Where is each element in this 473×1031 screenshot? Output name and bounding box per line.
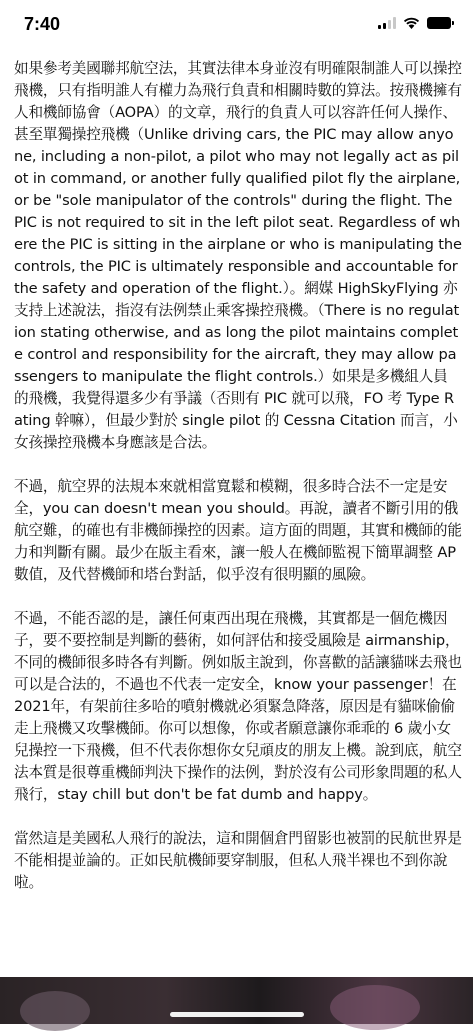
- status-bar: [0, 0, 473, 52]
- article-paragraph-3: 不過，不能否認的是，讓任何東西出現在飛機，其實都是一個危機因子，要不要控制是判斷的藝術，如何評估和接受風險是 airmanship，不同的機師很多時各有判斷。例如版主說到，你喜歡的話讓貓咪去飛也可以是合法的，不過也不代表一定安全，know your passenger！在 2021年，有架前往多哈的噴射機就必須緊急降落，原因是有貓咪偷偷走上飛機又攻擊機師。你可以想像，你或者願意讓你乖乖的 6 歲小女兒操控一下飛機，但不代表你想你女兒頑皮的朋友上機。說到底，航空法本質是很尊重機師判決下操作的法例，對於沒有公司形象問題的私人飛行，stay chill but don't be fat dumb and happy。: [14, 610, 462, 803]
- status-time: 7:40: [24, 14, 61, 34]
- home-indicator[interactable]: [170, 1012, 304, 1017]
- article-paragraph-2: 不過，航空界的法規本來就相當寬鬆和模糊，很多時合法不一定是安全，you can doesn't mean you should。再說，讀者不斷引用的俄航空難，的確也有非機師操控的因素。這方面的問題，其實和機師的能力和判斷有關。最少在版主看來，讓一般人在機師監視下簡單調整 AP 數值，及代替機師和塔台對話，似乎沒有很明顯的風險。: [14, 478, 462, 583]
- article-paragraph-4: 當然這是美國私人飛行的說法，這和開個倉門留影也被罰的民航世界是不能相提並論的。正如民航機師要穿制服，但私人飛半裸也不到你說啦。: [14, 830, 462, 891]
- wifi-icon: [403, 17, 420, 29]
- signal-icon: [378, 17, 396, 29]
- battery-icon: [427, 17, 451, 29]
- article-paragraph-1: 如果參考美國聯邦航空法，其實法律本身並沒有明確限制誰人可以操控飛機，只有指明誰人有權力為飛行負責和相關時數的算法。按飛機擁有人和機師協會（AOPA）的文章，飛行的負責人可以容許任何人操作、甚至單獨操控飛機（Unlike driving cars, the PIC may allow anyone, including a non-pilot, a pilot who may not legally act as pilot in command, or another fully qualified pilot fly the airplane, or be "sole manipulator of the controls" during the flight. The PIC is not required to sit in the left pilot seat. Regardless of where the PIC is sitting in the airplane or who is manipulating the controls, the PIC is ultimately responsible and accountable for the safety and operation of the flight.）。網媒 HighSkyFlying 亦支持上述說法，指沒有法例禁止乘客操控飛機。（There is no regulation stating otherwise, and as long the pilot maintains complete control and responsibility for the aircraft, they may allow passengers to manipulate the flight controls.）如果是多機組人員的飛機，我覺得還多少有爭議（否則有 PIC 就可以飛，FO 考 Type Rating 幹嘛），但最少對於 single pilot 的 Cessna Citation 而言，小女孩操控飛機本身應該是合法。: [14, 60, 462, 451]
- status-icons: [378, 17, 451, 29]
- article-body: [14, 58, 462, 916]
